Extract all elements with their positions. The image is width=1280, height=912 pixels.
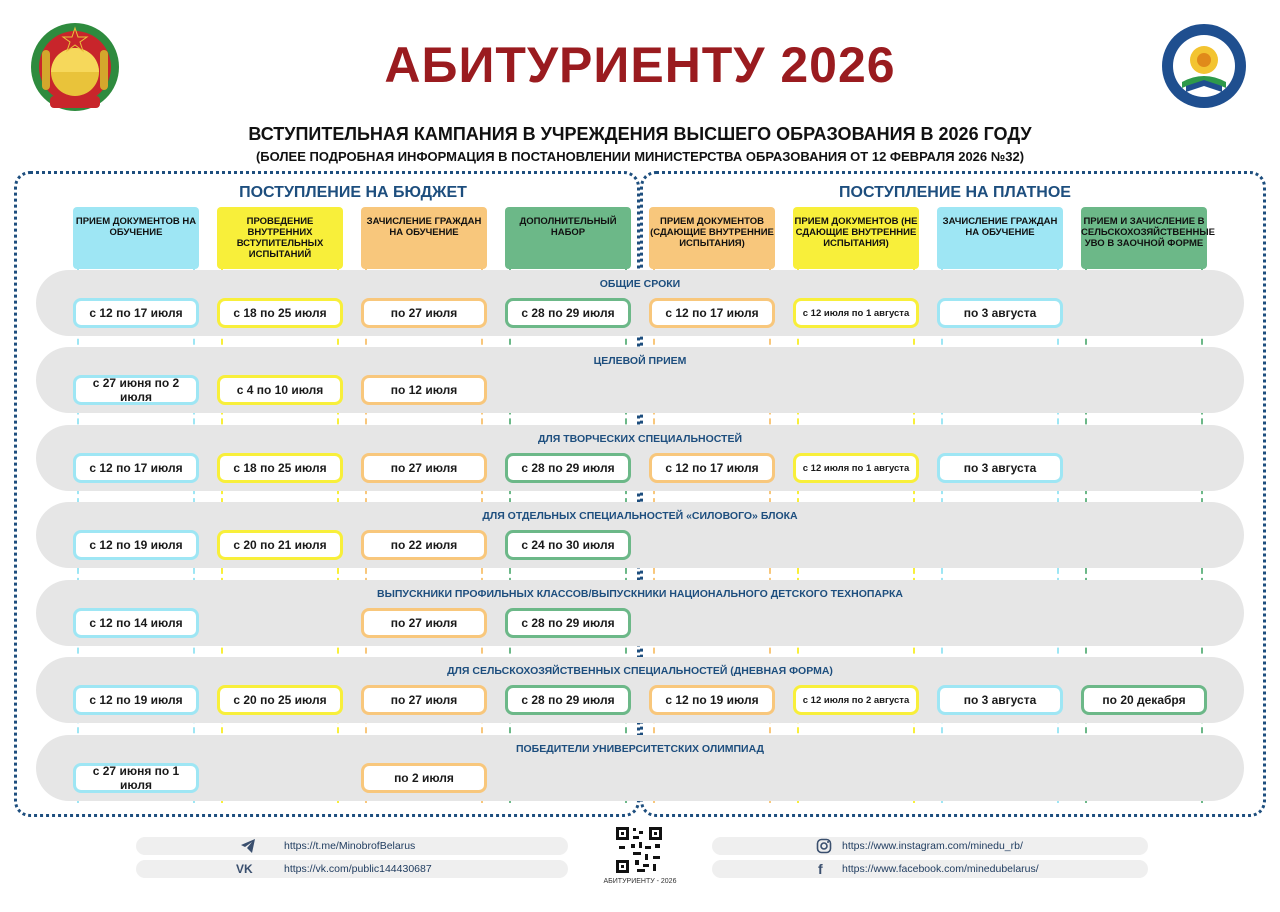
telegram-link-bar[interactable] — [136, 837, 568, 855]
facebook-icon: f — [818, 861, 823, 877]
date-cell: по 2 июля — [361, 763, 487, 793]
column-header: ПРИЕМ И ЗАЧИСЛЕНИЕ В СЕЛЬСКОХОЗЯЙСТВЕННЫЕ УВО В ЗАОЧНОЙ ФОРМЕ — [1081, 207, 1207, 269]
date-cell: с 12 по 19 июля — [73, 685, 199, 715]
date-cell: с 12 по 17 июля — [73, 453, 199, 483]
date-cell: по 27 июля — [361, 685, 487, 715]
qr-code[interactable] — [615, 826, 663, 874]
schedule-row-label: ЦЕЛЕВОЙ ПРИЕМ — [593, 355, 687, 367]
telegram-url[interactable]: https://t.me/MinobrofBelarus — [284, 840, 416, 852]
vk-link-bar[interactable] — [136, 860, 568, 878]
schedule-row-label: ДЛЯ ОТДЕЛЬНЫХ СПЕЦИАЛЬНОСТЕЙ «СИЛОВОГО» БЛОКА — [482, 510, 798, 522]
date-cell: с 18 по 25 июля — [217, 453, 343, 483]
column-header: ПРИЕМ ДОКУМЕНТОВ (СДАЮЩИЕ ВНУТРЕННИЕ ИСПЫТАНИЯ) — [649, 207, 775, 269]
date-cell: с 12 по 19 июля — [649, 685, 775, 715]
date-cell: с 28 по 29 июля — [505, 298, 631, 328]
date-cell: по 12 июля — [361, 375, 487, 405]
qr-caption: АБИТУРИЕНТУ - 2026 — [603, 878, 677, 885]
page-title: АБИТУРИЕНТУ 2026 — [384, 37, 896, 93]
date-cell: по 22 июля — [361, 530, 487, 560]
paid-section-heading: ПОСТУПЛЕНИЕ НА ПЛАТНОЕ — [839, 184, 1071, 201]
date-cell: с 27 июня по 1 июля — [73, 763, 199, 793]
date-cell: с 24 по 30 июля — [505, 530, 631, 560]
date-cell: по 3 августа — [937, 298, 1063, 328]
column-header: ПРОВЕДЕНИЕ ВНУТРЕННИХ ВСТУПИТЕЛЬНЫХ ИСПЫТАНИЙ — [217, 207, 343, 269]
date-cell: с 12 по 14 июля — [73, 608, 199, 638]
date-cell: по 20 декабря — [1081, 685, 1207, 715]
date-cell: по 3 августа — [937, 453, 1063, 483]
facebook-url[interactable]: https://www.facebook.com/minedubelarus/ — [842, 863, 1039, 875]
schedule-row-label: ОБЩИЕ СРОКИ — [599, 278, 681, 290]
date-cell: с 12 июля по 2 августа — [793, 685, 919, 715]
schedule-row-label: ПОБЕДИТЕЛИ УНИВЕРСИТЕТСКИХ ОЛИМПИАД — [515, 743, 765, 755]
date-cell: с 28 по 29 июля — [505, 453, 631, 483]
schedule-row-label: ДЛЯ ТВОРЧЕСКИХ СПЕЦИАЛЬНОСТЕЙ — [537, 433, 743, 445]
schedule-row-label: ВЫПУСКНИКИ ПРОФИЛЬНЫХ КЛАССОВ/ВЫПУСКНИКИ НАЦИОНАЛЬНОГО ДЕТСКОГО ТЕХНОПАРКА — [377, 588, 903, 600]
date-cell: по 3 августа — [937, 685, 1063, 715]
date-cell: по 27 июля — [361, 453, 487, 483]
column-header: ПРИЕМ ДОКУМЕНТОВ НА ОБУЧЕНИЕ — [73, 207, 199, 269]
schedule-row-label: ДЛЯ СЕЛЬСКОХОЗЯЙСТВЕННЫХ СПЕЦИАЛЬНОСТЕЙ (ДНЕВНАЯ ФОРМА) — [447, 665, 833, 677]
date-cell: с 12 по 17 июля — [649, 298, 775, 328]
page-subtitle-note: (БОЛЕЕ ПОДРОБНАЯ ИНФОРМАЦИЯ В ПОСТАНОВЛЕНИИ МИНИСТЕРСТВА ОБРАЗОВАНИЯ ОТ 12 ФЕВРАЛЯ 2026 №32) — [255, 149, 1025, 164]
date-cell: с 20 по 21 июля — [217, 530, 343, 560]
column-header: ЗАЧИСЛЕНИЕ ГРАЖДАН НА ОБУЧЕНИЕ — [361, 207, 487, 269]
instagram-icon — [816, 838, 832, 857]
vk-icon: VK — [236, 862, 253, 876]
date-cell: по 27 июля — [361, 298, 487, 328]
date-cell: с 27 июня по 2 июля — [73, 375, 199, 405]
facebook-link-bar[interactable] — [712, 860, 1148, 878]
date-cell: с 12 июля по 1 августа — [793, 453, 919, 483]
telegram-icon — [240, 838, 256, 857]
date-cell: с 28 по 29 июля — [505, 608, 631, 638]
date-cell: с 12 по 17 июля — [73, 298, 199, 328]
instagram-link-bar[interactable] — [712, 837, 1148, 855]
date-cell: с 20 по 25 июля — [217, 685, 343, 715]
vk-url[interactable]: https://vk.com/public144430687 — [284, 863, 432, 875]
date-cell: по 27 июля — [361, 608, 487, 638]
page-subtitle: ВСТУПИТЕЛЬНАЯ КАМПАНИЯ В УЧРЕЖДЕНИЯ ВЫСШЕГО ОБРАЗОВАНИЯ В 2026 ГОДУ — [248, 124, 1032, 144]
date-cell: с 12 по 19 июля — [73, 530, 199, 560]
date-cell: с 28 по 29 июля — [505, 685, 631, 715]
date-cell: с 4 по 10 июля — [217, 375, 343, 405]
column-header: ДОПОЛНИТЕЛЬНЫЙ НАБОР — [505, 207, 631, 269]
date-cell: с 18 по 25 июля — [217, 298, 343, 328]
date-cell: с 12 июля по 1 августа — [793, 298, 919, 328]
instagram-url[interactable]: https://www.instagram.com/minedu_rb/ — [842, 840, 1023, 852]
date-cell: с 12 по 17 июля — [649, 453, 775, 483]
column-header: ЗАЧИСЛЕНИЕ ГРАЖДАН НА ОБУЧЕНИЕ — [937, 207, 1063, 269]
budget-section-heading: ПОСТУПЛЕНИЕ НА БЮДЖЕТ — [239, 184, 467, 201]
column-header: ПРИЕМ ДОКУМЕНТОВ (НЕ СДАЮЩИЕ ВНУТРЕННИЕ ИСПЫТАНИЯ) — [793, 207, 919, 269]
